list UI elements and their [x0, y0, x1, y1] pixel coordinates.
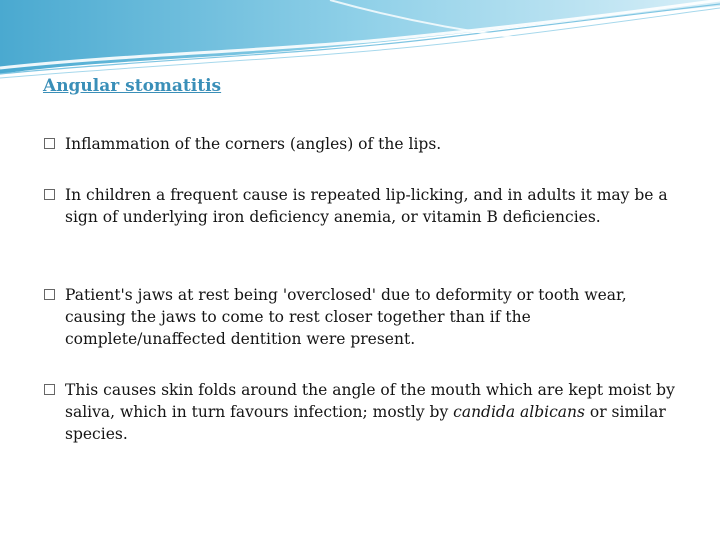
bullet-text: [65, 379, 684, 445]
bullet-item: [44, 184, 684, 228]
checkbox-bullet-icon: [44, 138, 55, 149]
bullet-text: Inflammation of the corners (angles) of the lips.: [65, 135, 442, 153]
bullet-text: Patient's jaws at rest being 'overclosed' due to deformity or tooth wear, causing the jaws to come to rest closer together than if the complete/unaffected dentition were present.: [65, 286, 627, 348]
bullet-text-part: This causes skin folds around the angle of the mouth which are kept moist by saliva, which in turn favours infection; mostly by: [65, 381, 675, 421]
bullet-item: [44, 133, 684, 155]
checkbox-bullet-icon: [44, 189, 55, 200]
bullet-text-part: or similar species.: [65, 403, 666, 443]
bullet-text-italic: candida albicans: [453, 403, 585, 421]
bullet-item: [44, 284, 684, 350]
checkbox-bullet-icon: [44, 289, 55, 300]
checkbox-bullet-icon: [44, 384, 55, 395]
slide-title: Angular stomatitis: [43, 76, 222, 96]
bullet-item: [44, 379, 684, 445]
bullet-text: In children a frequent cause is repeated lip-licking, and in adults it may be a sign of underlying iron deficiency anemia, or vitamin B deficiencies.: [65, 186, 668, 226]
